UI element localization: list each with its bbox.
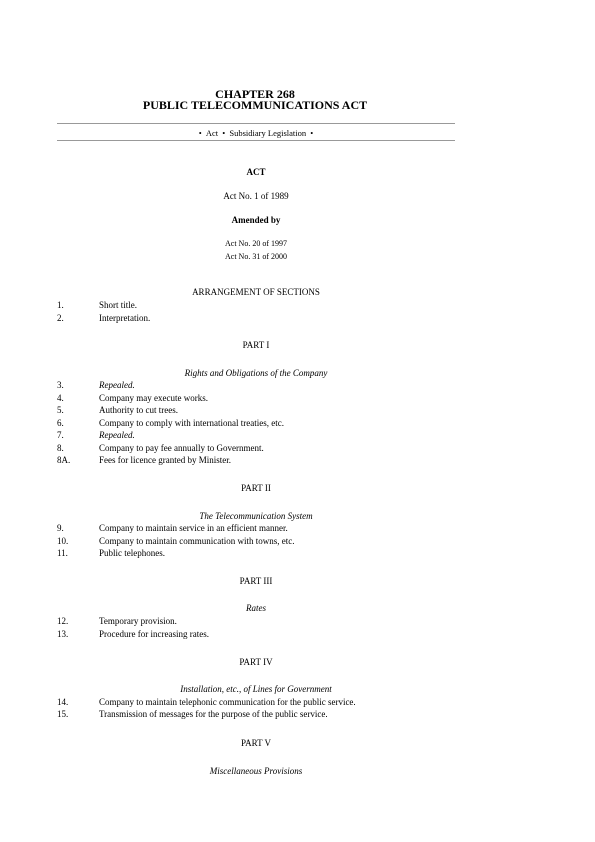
amendment-item: Act No. 20 of 1997 — [225, 239, 287, 248]
section-number: 3. — [57, 380, 64, 390]
section-number: 11. — [57, 548, 68, 558]
part-heading: Miscellaneous Provisions — [209, 766, 303, 776]
top-rule — [57, 123, 455, 124]
chapter-number: CHAPTER 268 — [215, 87, 295, 101]
amendment-item: Act No. 31 of 2000 — [225, 252, 287, 261]
section-title: Company may execute works. — [99, 393, 208, 403]
section-number: 2. — [57, 313, 64, 323]
bottom-rule — [57, 140, 455, 141]
part-label: PART II — [241, 483, 271, 493]
section-title: Company to pay fee annually to Government. — [99, 443, 264, 453]
arrangement-heading: ARRANGEMENT OF SECTIONS — [192, 287, 320, 297]
amended-by-label: Amended by — [231, 215, 281, 225]
section-title: Repealed. — [99, 430, 135, 440]
act-heading: ACT — [246, 167, 266, 177]
nav-bullet: • — [222, 128, 226, 138]
part-label: PART III — [239, 576, 273, 586]
section-title: Fees for licence granted by Minister. — [99, 455, 231, 465]
subsidiary-legislation-link[interactable]: Subsidiary Legislation — [229, 128, 307, 138]
section-title: Procedure for increasing rates. — [99, 629, 209, 639]
nav-bullet: • — [198, 128, 202, 138]
section-number: 13. — [57, 629, 69, 639]
section-number: 7. — [57, 430, 64, 440]
section-number: 12. — [57, 616, 69, 626]
section-title: Repealed. — [99, 380, 135, 390]
section-number: 4. — [57, 393, 64, 403]
act-link[interactable]: Act — [205, 128, 219, 138]
part-heading: Rights and Obligations of the Company — [184, 368, 328, 378]
section-number: 5. — [57, 405, 64, 415]
section-title: Company to comply with international treaties, etc. — [99, 418, 284, 428]
section-title: Temporary provision. — [99, 616, 177, 626]
section-number: 9. — [57, 523, 64, 533]
section-number: 8A. — [57, 455, 71, 465]
act-title: PUBLIC TELECOMMUNICATIONS ACT — [142, 98, 368, 112]
act-number: Act No. 1 of 1989 — [223, 191, 289, 201]
part-heading: Installation, etc., of Lines for Government — [180, 684, 332, 694]
section-number: 6. — [57, 418, 64, 428]
section-title: Short title. — [99, 300, 137, 310]
section-title: Authority to cut trees. — [99, 405, 178, 415]
section-title: Company to maintain telephonic communication for the public service. — [99, 697, 356, 707]
section-title: Transmission of messages for the purpose of the public service. — [99, 709, 328, 719]
document-nav — [57, 128, 455, 138]
part-heading: The Telecommunication System — [199, 511, 313, 521]
part-label: PART V — [240, 738, 272, 748]
section-number: 8. — [57, 443, 64, 453]
section-title: Company to maintain communication with towns, etc. — [99, 536, 295, 546]
section-title: Interpretation. — [99, 313, 151, 323]
section-title: Public telephones. — [99, 548, 165, 558]
nav-bullet: • — [310, 128, 314, 138]
part-label: PART I — [242, 340, 270, 350]
section-title: Company to maintain service in an efficient manner. — [99, 523, 288, 533]
section-number: 14. — [57, 697, 69, 707]
section-number: 1. — [57, 300, 64, 310]
part-label: PART IV — [239, 657, 273, 667]
section-number: 15. — [57, 709, 69, 719]
section-number: 10. — [57, 536, 69, 546]
part-heading: Rates — [246, 603, 266, 613]
